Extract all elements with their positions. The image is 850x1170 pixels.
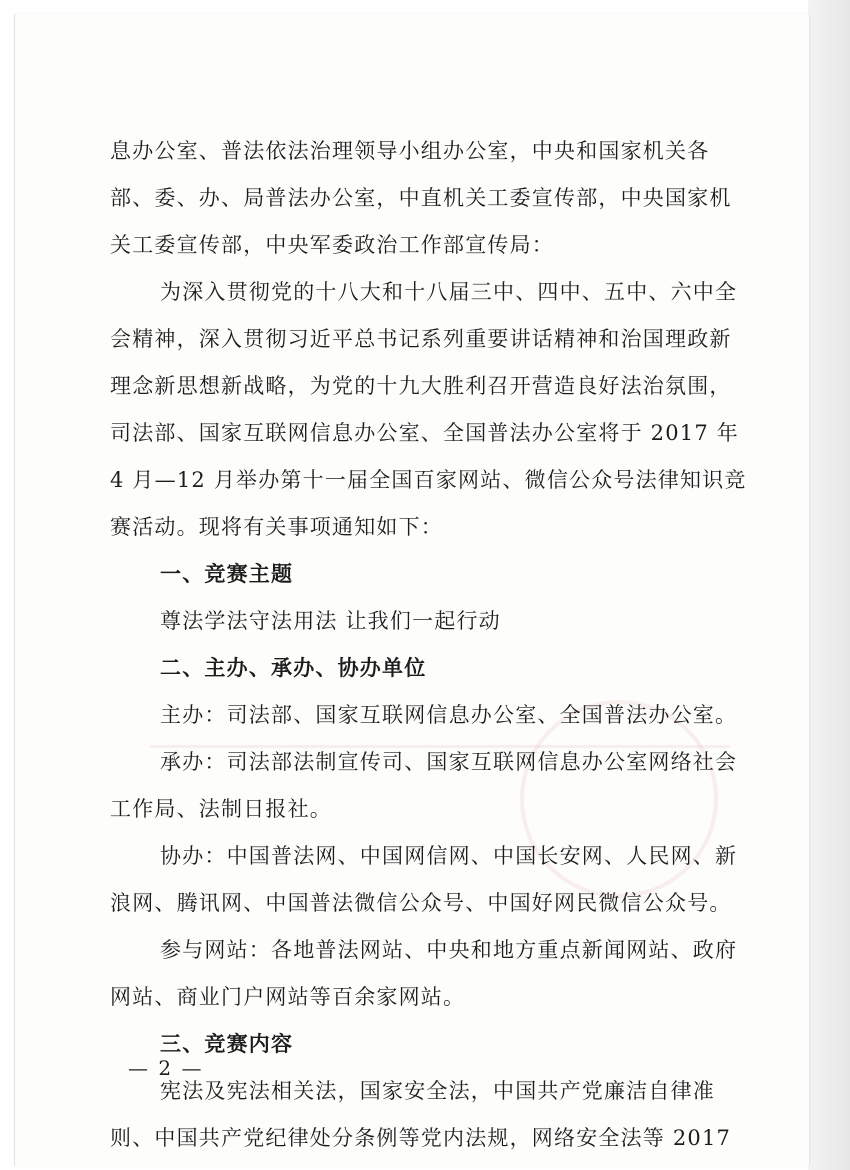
body-line: 主办：司法部、国家互联网信息办公室、全国普法办公室。 xyxy=(160,703,738,727)
body-line: 关工委宣传部，中央军委政治工作部宣传局： xyxy=(110,233,554,257)
body-line: 则、中国共产党纪律处分条例等党内法规，网络安全法等 2017 xyxy=(110,1126,732,1150)
body-line: 宪法及宪法相关法，国家安全法，中国共产党廉洁自律准 xyxy=(160,1079,715,1103)
section-heading: 一、竞赛主题 xyxy=(160,562,294,586)
body-line: 司法部、国家互联网信息办公室、全国普法办公室将于 2017 年 xyxy=(110,421,739,445)
body-line: 4 月—12 月举办第十一届全国百家网站、微信公众号法律知识竞 xyxy=(110,468,747,492)
section-heading: 二、主办、承办、协办单位 xyxy=(160,656,427,680)
body-line: 工作局、法制日报社。 xyxy=(110,797,332,821)
body-line: 会精神，深入贯彻习近平总书记系列重要讲话精神和治国理政新 xyxy=(110,327,732,351)
page-number: — 2 — xyxy=(128,1056,204,1080)
body-line: 浪网、腾讯网、中国普法微信公众号、中国好网民微信公众号。 xyxy=(110,891,732,915)
body-line: 部、委、办、局普法办公室，中直机关工委宣传部，中央国家机 xyxy=(110,186,732,210)
scan-edge xyxy=(808,0,850,1170)
body-line: 参与网站：各地普法网站、中央和地方重点新闻网站、政府 xyxy=(160,938,738,962)
body-line: 为深入贯彻党的十八大和十八届三中、四中、五中、六中全 xyxy=(160,280,738,304)
body-line: 理念新思想新战略，为党的十九大胜利召开营造良好法治氛围， xyxy=(110,374,732,398)
body-line: 协办：中国普法网、中国网信网、中国长安网、人民网、新 xyxy=(160,844,738,868)
body-line: 承办：司法部法制宣传司、国家互联网信息办公室网络社会 xyxy=(160,750,738,774)
document-body xyxy=(110,128,747,1162)
body-line: 赛活动。现将有关事项通知如下： xyxy=(110,515,443,539)
section-heading: 三、竞赛内容 xyxy=(160,1032,294,1056)
body-line: 息办公室、普法依法治理领导小组办公室，中央和国家机关各 xyxy=(110,139,710,163)
body-line: 网站、商业门户网站等百余家网站。 xyxy=(110,985,466,1009)
body-line: 尊法学法守法用法 让我们一起行动 xyxy=(160,609,501,633)
